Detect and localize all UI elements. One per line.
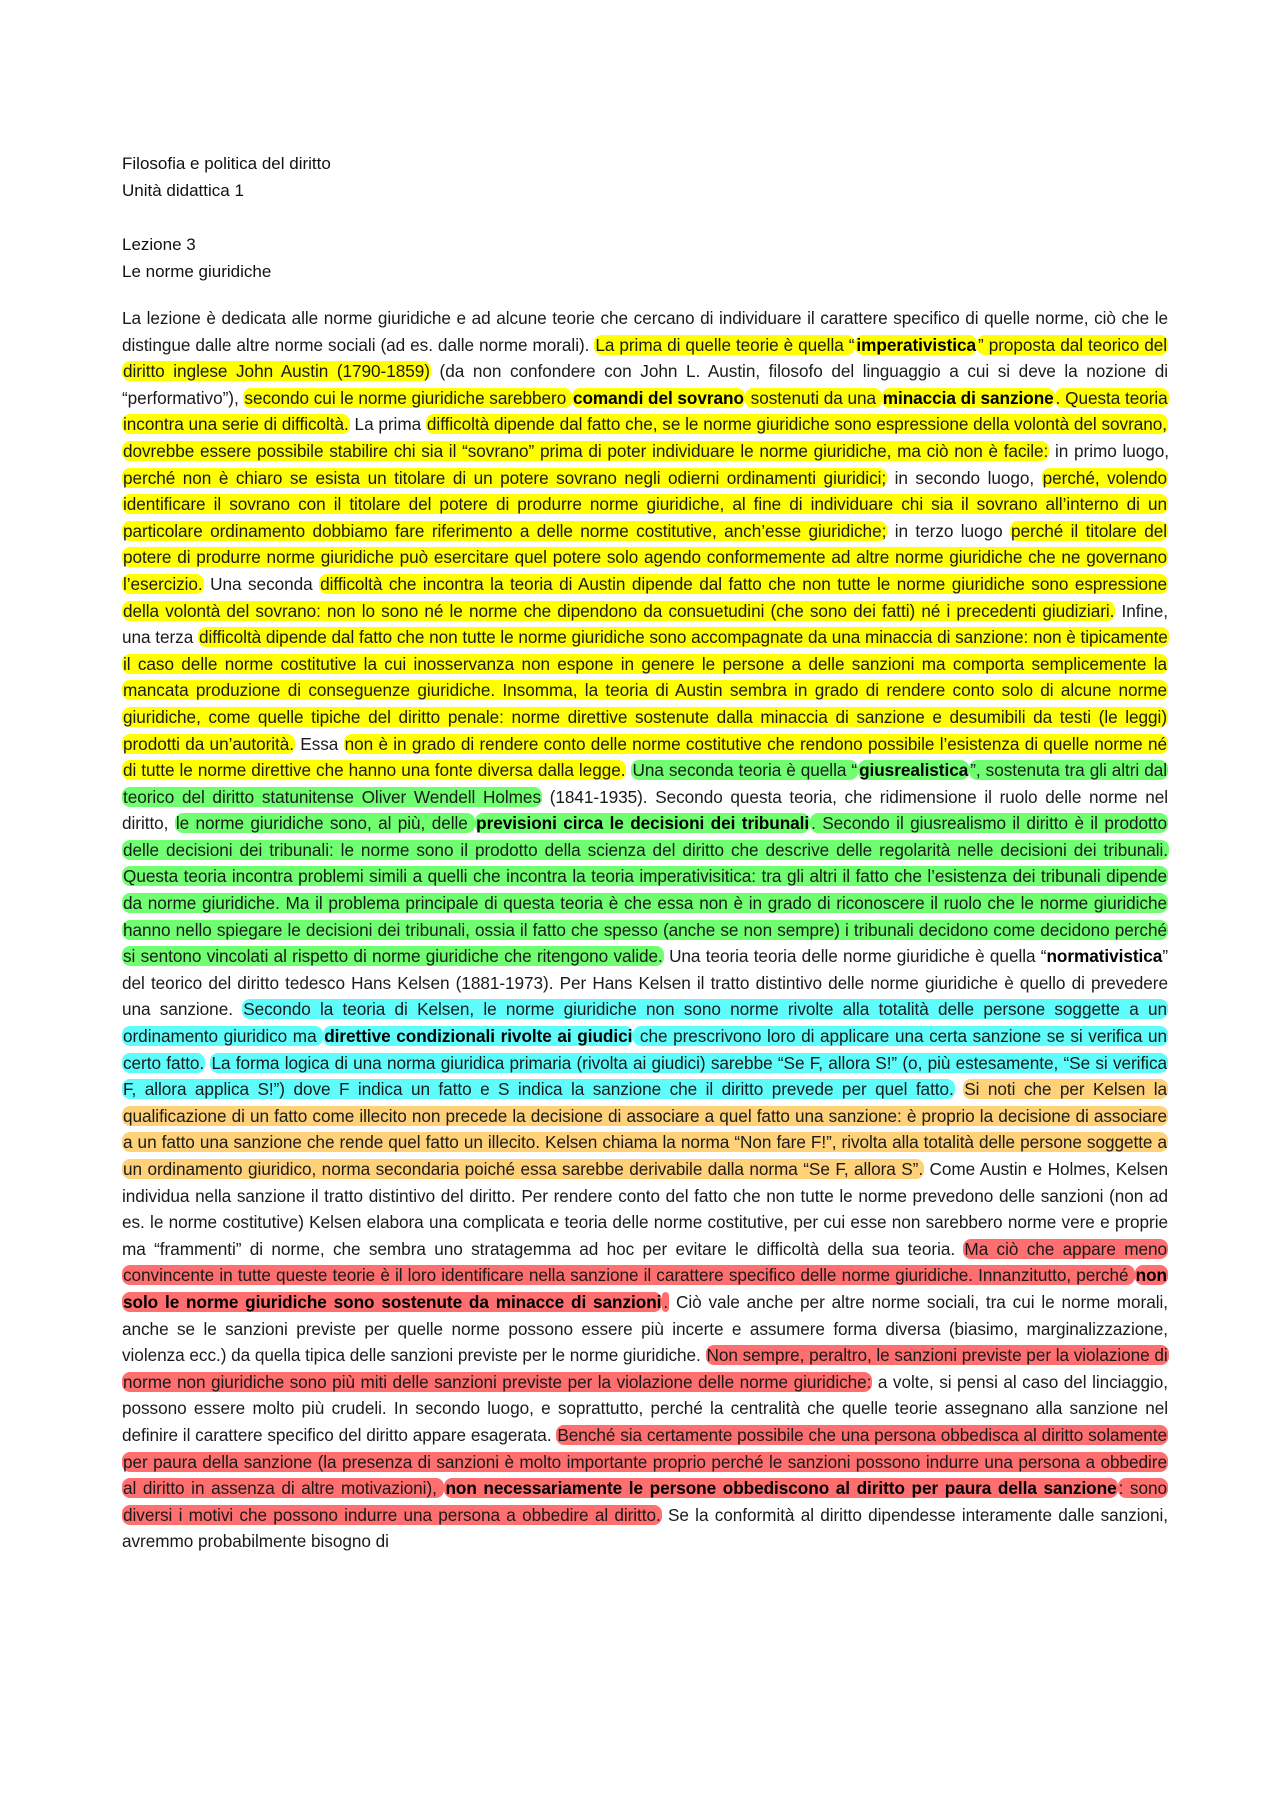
highlighted-text-y: ” proposta dal teorico del diritto inglese John Austin (1790-1859) — [123, 334, 1167, 382]
course-title: Filosofia e politica del diritto — [122, 154, 331, 173]
body-text-segment: (1841-1935). Secondo questa teoria, che ridimensione il ruolo delle norme nel diritto, — [122, 786, 1168, 834]
highlighted-text-y: comandi del sovrano — [572, 387, 744, 408]
document-page — [122, 150, 1168, 1555]
body-text-segment: Una teoria teoria delle norme giuridiche è quella “ — [663, 946, 1047, 967]
highlighted-text-c: direttive condizionali rivolte ai giudici — [324, 1026, 633, 1047]
highlighted-text-o: Si noti che per Kelsen la qualificazione di un fatto come illecito non precede la decisione di associare a quel fatto una sanzione: è proprio la decisione di associare a un fatto una sanzione che rende quel fatto un illecito. Kelsen chiama la norma “Non fare F!”, rivolta alla totalità delle persone soggette a un ordinamento giuridico, norma secondaria poiché essa sarebbe derivabile dalla norma “Se F, allora S”. — [123, 1079, 1168, 1179]
highlighted-text-y: non è in grado di rendere conto delle norme costitutive che rendono possibile l’esistenza di quelle norme né di tutte le norme direttive che hanno una fonte diversa dalla legge. — [123, 733, 1167, 781]
highlighted-text-y: perché il titolare del potere di produrre norme giuridiche può esercitare quel potere solo agendo conformemente ad altre norme giuridiche che ne governano l’esercizio. — [123, 520, 1167, 594]
body-text-segment: Come Austin e Holmes, Kelsen individua nella sanzione il tratto distintivo del diritto. Per rendere conto del fatto che non tutte le norme prevedono delle sanzioni (non ad es. le norme costitutive) Kelsen elabora una complicata e teoria delle norme costitutive, per cui esse non sarebbero norme vere e proprie ma “frammenti” di norme, che sembra uno stratagemma ad hoc per evitare le difficoltà della sua teoria. — [122, 1159, 1168, 1259]
highlighted-text-y: difficoltà dipende dal fatto che, se le norme giuridiche sono espressione della volontà del sovrano, dovrebbe essere possibile stabilire chi sia il “sovrano” prima di poter individuare le norme giuridiche, ma ciò non è facile: — [123, 414, 1168, 461]
body-text-segment: in primo luogo, — [1049, 440, 1170, 461]
body-text-segment: Infine, una terza — [122, 600, 1168, 648]
highlighted-text-c: che prescrivono loro di applicare una certa sanzione se si verifica un certo fatto. — [123, 1026, 1167, 1073]
highlighted-text-r: non necessariamente le persone obbediscono al diritto per paura della sanzione — [445, 1478, 1117, 1499]
body-text-segment: La prima — [349, 414, 426, 435]
highlighted-text-g: . Secondo il giusrealismo il diritto è il prodotto delle decisioni dei tribunali: le norme sono il prodotto della scienza del diritto che descrive delle regolarità nelle decisioni dei tribunali. — [123, 813, 1168, 860]
highlighted-text-r: . — [663, 1291, 669, 1312]
body-text-segment: La lezione è dedicata alle norme giuridiche e ad alcune teorie che cercano di individuare il carattere specifico di quelle norme, ciò che le distingue dalle altre norme sociali (ad es. dalle norme morali). — [122, 308, 1168, 355]
lesson-number: Lezione 3 — [122, 235, 196, 254]
highlighted-text-c: Secondo la teoria di Kelsen, le norme giuridiche non sono norme rivolte alla totalità delle persone soggette a un ordinamento giuridico ma — [123, 999, 1168, 1047]
highlighted-text-g: previsioni circa le decisioni dei tribunali — [476, 813, 810, 834]
highlighted-text-y: difficoltà dipende dal fatto che non tutte le norme giuridiche sono accompagnate da una minaccia di sanzione: non è tipicamente il caso delle norme costitutive la cui inosservanza non espone in genere le persone a delle sanzioni ma comporta semplicemente la mancata produzione di conseguenze giuridiche. Insomma, la teoria di Austin sembra in grado di rendere conto solo di alcune norme giuridiche, come quelle tipiche del diritto penale: norme direttive sostenute dalla minaccia di sanzione e desumibili da testi (le leggi) prodotti da un’autorità. — [123, 627, 1168, 754]
body-text-segment: in terzo luogo — [887, 520, 1010, 541]
lesson-body — [122, 305, 1168, 1555]
highlighted-text-y: secondo cui le norme giuridiche sarebbero — [244, 387, 571, 408]
body-text-segment: a volte, si pensi al caso del linciaggio, possono essere molto più crudeli. In secondo luogo, e soprattutto, perché la centralità che quelle teorie assegnano alla sanzione nel definire il carattere specifico del diritto appare esagerata. — [122, 1371, 1168, 1445]
highlighted-text-r: Non sempre, peraltro, le sanzioni previste per la violazione di norme non giuridiche sono più miti delle sanzioni previste per la violazione delle norme giuridiche: — [123, 1345, 1168, 1392]
highlighted-text-y: difficoltà che incontra la teoria di Austin dipende dal fatto che non tutte le norme giuridiche sono espressione della volontà del sovrano: non lo sono né le norme che dipendono da consuetudini (che sono dei fatti) né i precedenti giudiziari. — [123, 573, 1167, 621]
highlighted-text-y: . Questa teoria incontra una serie di difficoltà. — [123, 387, 1168, 435]
highlighted-text-r: Ma ciò che appare meno convincente in tutte queste teorie è il loro identificare nella sanzione il carattere specifico delle norme giuridiche. Innanzitutto, perché — [123, 1238, 1167, 1286]
highlighted-text-y: perché non è chiaro se esista un titolare di un potere sovrano negli odierni ordinamenti giuridici; — [123, 467, 887, 488]
body-text-segment: Essa — [295, 733, 344, 754]
highlighted-text-g: ”, sostenuta tra gli altri dal teorico del diritto statunitense Oliver Wendell Holmes — [123, 760, 1168, 807]
lesson-title: Le norme giuridiche — [122, 262, 272, 281]
highlighted-text-y: La prima di quelle teorie è quella “ — [595, 334, 855, 355]
highlighted-text-r: non solo le norme giuridiche sono sostenute da minacce di sanzioni — [123, 1265, 1167, 1312]
highlighted-text-c: La forma logica di una norma giuridica primaria (rivolta ai giudici) sarebbe “Se F, allora S!” (o, più estesamente, “Se si verifica F, allora applica S!”) dove F indica un fatto e S indica la sanzione che il diritto prevede per quel fatto. — [123, 1052, 1168, 1100]
highlighted-text-y: sostenuti da una — [745, 387, 881, 408]
highlighted-text-r: : sono diversi i motivi che possono indurre una persona a obbedire al diritto. — [123, 1478, 1168, 1525]
highlighted-text-y: minaccia di sanzione — [882, 387, 1054, 408]
body-text-segment: Ciò vale anche per altre norme sociali, tra cui le norme morali, anche se le sanzioni previste per quelle norme possono essere più incerte e assumere forma diversa (biasimo, marginalizzazione, violenza ecc.) da quella tipica delle sanzioni previste per le norme giuridiche. — [122, 1291, 1168, 1366]
body-text-segment: ” del teorico del diritto tedesco Hans Kelsen (1881-1973). Per Hans Kelsen il tratto distintivo delle norme giuridiche è quello di prevedere una sanzione. — [122, 946, 1168, 1020]
highlighted-text-g: le norme giuridiche sono, al più, delle — [175, 813, 475, 834]
body-text-segment — [955, 1079, 963, 1099]
highlighted-text-r: Benché sia certamente possibile che una persona obbedisca al diritto solamente per paura della sanzione (la presenza di sanzioni è molto importante proprio perché le sanzioni possono indurre una persona a obbedire al diritto in assenza di altre motivazioni), — [123, 1424, 1167, 1499]
highlighted-text-y: imperativistica — [856, 334, 977, 355]
body-text-segment: (da non confondere con John L. Austin, filosofo del linguaggio a cui si deve la nozione di “performativo”), — [122, 361, 1169, 408]
highlighted-text-g: giusrealistica — [859, 760, 969, 781]
highlighted-text-g: Una seconda teoria è quella “ — [632, 760, 858, 781]
body-text-segment: Una seconda — [203, 573, 320, 594]
body-text-segment: Se la conformità al diritto dipendesse interamente dalle sanzioni, avremmo probabilmente bisogno di — [122, 1504, 1168, 1552]
body-text-segment: normativistica — [1046, 946, 1163, 967]
highlighted-text-y: perché, volendo identificare il sovrano con il titolare del potere di produrre norme giuridiche, al fine di individuare chi sia il sovrano all’interno di un particolare ordinamento dobbiamo fare riferimento a delle norme costitutive, anch’esse giuridiche; — [123, 467, 1167, 541]
unit-title: Unità didattica 1 — [122, 181, 244, 200]
highlighted-text-g: Questa teoria incontra problemi simili a quelli che incontra la teoria imperativisitica: tra gli altri il fatto che l’esistenza dei tribunali dipende da norme giuridiche. Ma il problema principale di questa teoria è che essa non è in grado di riconoscere il ruolo che le norme giuridiche hanno nello spiegare le decisioni dei tribunali, ossia il fatto che spesso (anche se non sempre) i tribunali decidono come decidono perché si sentono vincolati al rispetto di norme giuridiche che ritengono valide. — [123, 866, 1167, 967]
body-text-segment: in secondo luogo, — [887, 467, 1042, 488]
